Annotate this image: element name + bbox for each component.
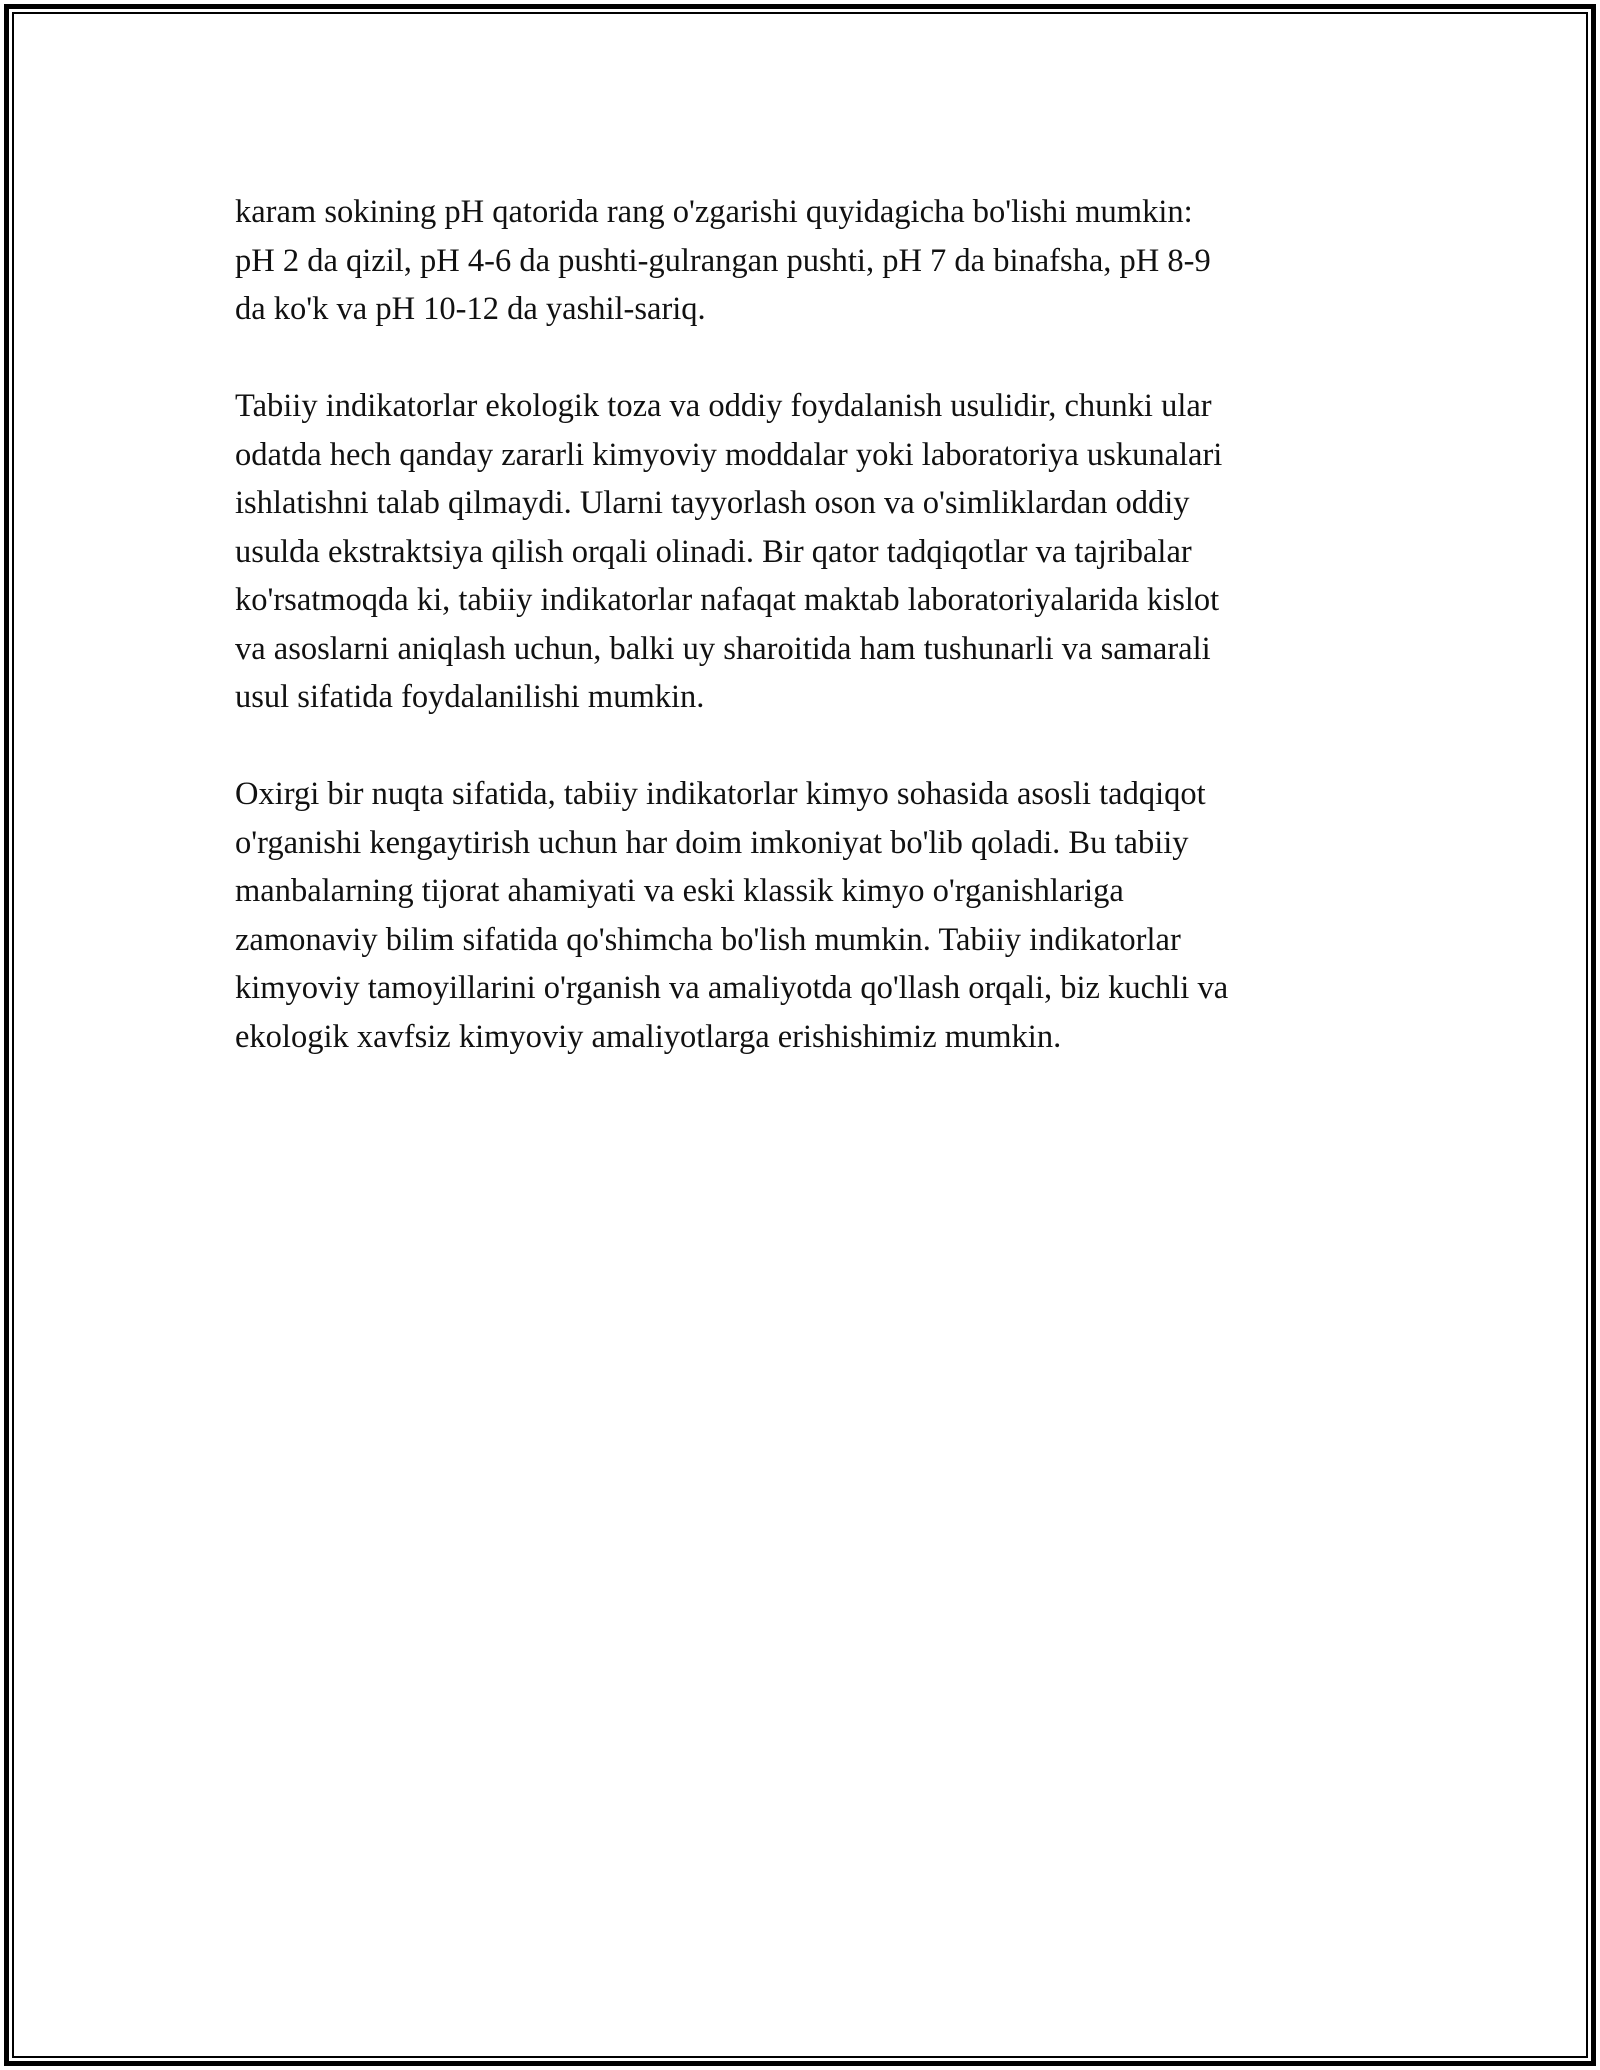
- text-line: Tabiiy indikatorlar ekologik toza va oddiy foydalanish usulidir, chunki ular: [235, 388, 1212, 424]
- text-line: Oxirgi bir nuqta sifatida, tabiiy indikatorlar kimyo sohasida asosli tadqiqot: [235, 776, 1206, 812]
- text-line: odatda hech qanday zararli kimyoviy moddalar yoki laboratoriya uskunalari: [235, 436, 1223, 473]
- text-line: o'rganishi kengaytirish uchun har doim imkoniyat bo'lib qoladi. Bu tabiiy: [235, 824, 1189, 861]
- text-line: usul sifatida foydalanilishi mumkin.: [235, 679, 705, 715]
- text-line: manbalarning tijorat ahamiyati va eski klassik kimyo o'rganishlariga: [235, 873, 1124, 909]
- text-line: pH 2 da qizil, pH 4-6 da pushti-gulrangan pushti, pH 7 da binafsha, pH 8-9: [235, 242, 1211, 279]
- text-line: kimyoviy tamoyillarini o'rganish va amaliyotda qo'llash orqali, biz kuchli va: [235, 970, 1229, 1006]
- paragraph-ph-colors: [235, 188, 1375, 334]
- text-line: da ko'k va pH 10-12 da yashil-sariq.: [235, 291, 706, 327]
- text-line: karam sokining pH qatorida rang o'zgarishi quyidagicha bo'lishi mumkin:: [235, 194, 1193, 230]
- paragraph-conclusion: [235, 770, 1375, 1061]
- text-line: va asoslarni aniqlash uchun, balki uy sharoitida ham tushunarli va samarali: [235, 630, 1211, 667]
- text-line: zamonaviy bilim sifatida qo'shimcha bo'lish mumkin. Tabiiy indikatorlar: [235, 921, 1181, 958]
- text-line: ko'rsatmoqda ki, tabiiy indikatorlar nafaqat maktab laboratoriyalarida kislot: [235, 582, 1220, 618]
- document-body: [235, 188, 1375, 1110]
- text-line: ishlatishni talab qilmaydi. Ularni tayyorlash oson va o'simliklardan oddiy: [235, 485, 1190, 521]
- text-line: usulda ekstraktsiya qilish orqali olinadi. Bir qator tadqiqotlar va tajribalar: [235, 533, 1192, 570]
- paragraph-natural-indicators: [235, 382, 1375, 722]
- text-line: ekologik xavfsiz kimyoviy amaliyotlarga erishishimiz mumkin.: [235, 1018, 1062, 1055]
